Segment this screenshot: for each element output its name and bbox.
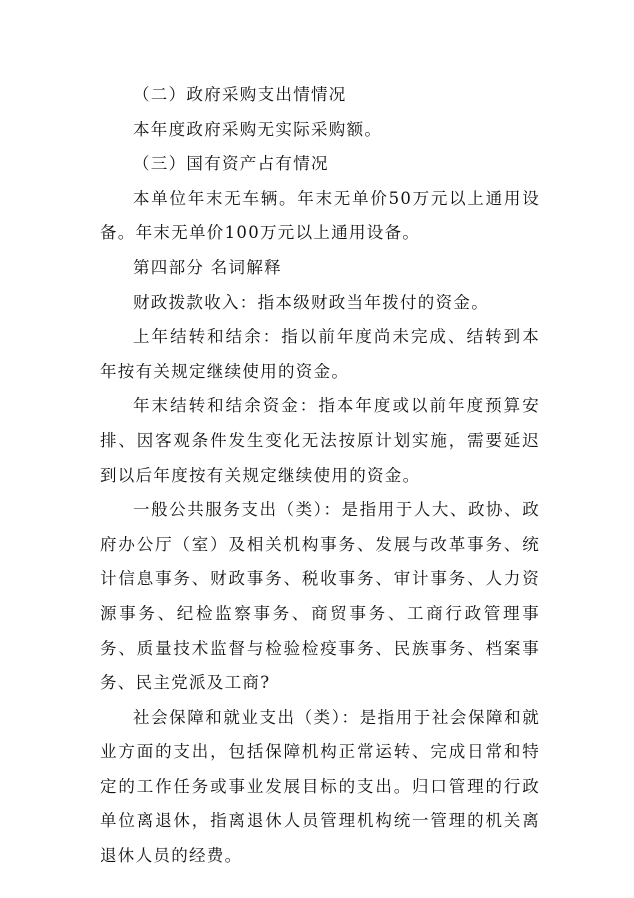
section-heading-state-assets: （三）国有资产占有情况: [133, 154, 329, 174]
paragraph-prior-year-carryover: 上年结转和结余：指以前年度尚未完成、结转到本年按有关规定继续使用的资金。: [100, 327, 540, 381]
part-four-heading: 第四部分 名词解释: [133, 257, 282, 277]
paragraph-social-security-employment: 社会保障和就业支出（类）：是指用于社会保障和就业方面的支出，包括保障机构正常运转、完成日常和特定的工作任务或事业发展目标的支出。归口管理的行政单位离退休，指离退休人员管理机构统一管理的机关离退休人员的经费。: [100, 707, 540, 866]
paragraph-vehicles-equipment: 本单位年末无车辆。年末无单价50万元以上通用设备。年末无单价100万元以上通用设备。: [100, 188, 540, 243]
paragraph-procurement-amount: 本年度政府采购无实际采购额。: [133, 119, 383, 139]
paragraph-fiscal-appropriation: 财政拨款收入：指本级财政当年拨付的资金。: [133, 292, 489, 312]
section-heading-government-procurement: （二）政府采购支出情情况: [133, 85, 347, 104]
paragraph-year-end-carryover: 年末结转和结余资金：指本年度或以前年度预算安排、因客观条件发生变化无法按原计划实施，需要延迟到以后年度按有关规定继续使用的资金。: [100, 396, 540, 485]
paragraph-general-public-services: 一般公共服务支出（类）：是指用于人大、政协、政府办公厅（室）及相关机构事务、发展与改革事务、统计信息事务、财政事务、税收事务、审计事务、人力资源事务、纪检监察事务、商贸事务、工商行政管理事务、质量技术监督与检验检疫事务、民族事务、档案事务、民主党派及工商?: [100, 500, 540, 693]
document-body: [100, 78, 540, 874]
